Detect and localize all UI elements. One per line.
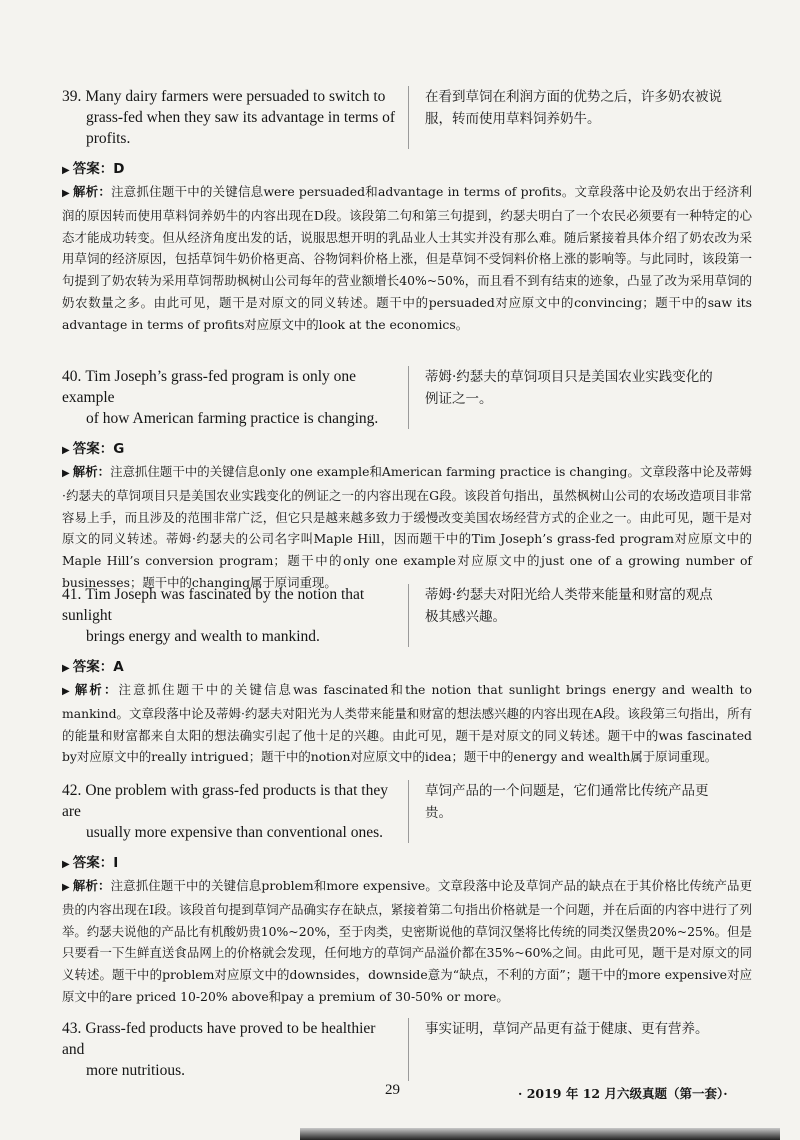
page-number: 29	[385, 1082, 400, 1098]
question-text-cont: brings energy and wealth to mankind.	[86, 628, 320, 645]
analysis-text: 注意抓住题干中的关键信息was fascinated和the notion that sunlight brings energy and wealth to mankind。文章段落中论及蒂姆·约瑟夫对阳光为人类带来能量和财富的想法感兴趣的内容出现在A段。该段第三句指出，所有的能量和财富都来自太阳的想法确实引起了他十足的兴趣。由此可见，题干是对原文的同义转述。题干中的was fascinated by对应原文中的really intrigued；题干中的notion对应原文中的idea；题干中的energy and wealth属于原词重现。	[62, 682, 753, 765]
question-row	[62, 86, 752, 149]
question-chinese: 蒂姆·约瑟夫的草饲项目只是美国农业实践变化的例证之一。	[425, 369, 713, 407]
answer-label: ▶ 答案：	[62, 855, 113, 871]
question-41	[62, 584, 752, 768]
question-row	[62, 780, 752, 843]
analysis-label: ▶ 解析：	[62, 464, 110, 479]
analysis-block	[62, 679, 752, 768]
answer-value: G	[113, 441, 125, 457]
question-row	[62, 366, 752, 429]
question-42	[62, 780, 752, 1008]
answer-line	[62, 437, 752, 457]
binding-edge	[300, 1128, 780, 1140]
question-text-cont: more nutritious.	[86, 1062, 186, 1079]
question-39	[62, 86, 752, 336]
answer-value: A	[113, 659, 124, 675]
question-number: 43.	[62, 1020, 82, 1037]
question-text-cont: of how American farming practice is changing.	[86, 410, 379, 427]
analysis-label: ▶ 解析：	[62, 878, 111, 893]
question-english	[62, 366, 409, 429]
question-text-cont: usually more expensive than conventional ones.	[86, 824, 384, 841]
answer-value: D	[113, 161, 125, 177]
question-text-first: Grass-fed products have proved to be healthier and	[62, 1020, 376, 1058]
question-text-first: Tim Joseph’s grass-fed program is only one example	[62, 368, 357, 406]
source-label: · 2019 年 12 月六级真题（第一套）·	[518, 1086, 728, 1101]
question-text-first: One problem with grass-fed products is that they are	[62, 782, 388, 820]
answer-line	[62, 851, 752, 871]
question-43	[62, 1018, 752, 1081]
analysis-text: 注意抓住题干中的关键信息problem和more expensive。文章段落中论及草饲产品的缺点在于其价格比传统产品更贵的内容出现在I段。该段首句提到草饲产品确实存在缺点，紧接着第二句指出价格就是一个问题，并在后面的内容中进行了列举。约瑟夫说他的产品比有机酸奶贵10%~20%，至于肉类，史密斯说他的草饲汉堡将比传统的同类汉堡贵20%~25%。但是只要看一下生鲜直送食品网上的价格就会发现，任何地方的草饲产品溢价都在35%~60%之间。由此可见，题干是对原文的同义转述。题干中的problem对应原文中的downsides，downside意为“缺点，不利的方面”；题干中的more expensive对应原文中的are priced 10-20% above和pay a premium of 30-50% or more。	[62, 878, 752, 1004]
question-chinese: 在看到草饲在利润方面的优势之后，许多奶农被说服，转而使用草料饲养奶牛。	[425, 89, 722, 127]
analysis-label: ▶ 解析：	[62, 184, 111, 199]
question-text-cont: grass-fed when they saw its advantage in terms of profits.	[86, 109, 396, 147]
question-english	[62, 86, 409, 149]
question-text-first: Tim Joseph was fascinated by the notion that sunlight	[62, 586, 365, 624]
question-chinese: 蒂姆·约瑟夫对阳光给人类带来能量和财富的观点极其感兴趣。	[425, 587, 713, 625]
answer-line	[62, 655, 752, 675]
question-chinese: 事实证明，草饲产品更有益于健康、更有营养。	[425, 1021, 709, 1037]
analysis-label: ▶ 解析：	[62, 682, 119, 697]
question-text-first: Many dairy farmers were persuaded to switch to	[85, 88, 386, 105]
question-english	[62, 780, 409, 843]
question-row	[62, 584, 752, 647]
answer-label: ▶ 答案：	[62, 161, 113, 177]
question-chinese: 草饲产品的一个问题是，它们通常比传统产品更贵。	[425, 783, 709, 821]
answer-line	[62, 157, 752, 177]
question-english	[62, 584, 409, 647]
question-number: 40.	[62, 368, 82, 385]
question-english	[62, 1018, 409, 1081]
answer-label: ▶ 答案：	[62, 659, 113, 675]
analysis-text: 注意抓住题干中的关键信息were persuaded和advantage in terms of profits。文章段落中论及奶农出于经济利润的原因转而使用草料饲养奶牛的内容出现在D段。该段第二句和第三句提到，约瑟夫明白了一个农民必须要有一种特定的心态才能成功转变。但从经济角度出发的话，说服思想开明的乳品业人士其实并没有那么难。随后紧接着具体介绍了奶农改为采用草饲的经济原因，包括草饲牛奶价格更高、谷物饲料价格上涨，但是草饲不受饲料价格上涨的影响等。与此同时，该段第一句提到了奶农转为采用草饲帮助枫树山公司每年的营业额增长40%~50%，而且看不到有结束的迹象，凸显了改为采用草饲的奶农数量之多。由此可见，题干是对原文的同义转述。题干中的persuaded对应原文中的convincing；题干中的saw its advantage in terms of profits对应原文中的look at the economics。	[62, 184, 752, 332]
question-row	[62, 1018, 752, 1081]
answer-label: ▶ 答案：	[62, 441, 113, 457]
analysis-block	[62, 875, 752, 1008]
analysis-block	[62, 181, 752, 336]
answer-value: I	[113, 855, 119, 871]
question-40	[62, 366, 752, 594]
question-number: 41.	[62, 586, 82, 603]
question-number: 39.	[62, 88, 82, 105]
question-number: 42.	[62, 782, 82, 799]
analysis-text: 注意抓住题干中的关键信息only one example和American farming practice is changing。文章段落中论及蒂姆·约瑟夫的草饲项目只是美国农业实践变化的例证之一的内容出现在G段。该段首句指出，虽然枫树山公司的农场改造项目非常容易上手，而且涉及的范围非常广泛，但它只是越来越多致力于缓慢改变美国农场经营方式的企业之一。由此可见，题干是对原文的同义转述。蒂姆·约瑟夫的公司名字叫Maple Hill，因而题干中的Tim Joseph’s grass-fed program对应原文中的Maple Hill’s conversion program；题干中的only one example对应原文中的just one of a growing number of businesses；题干中的changing属于原词重现。	[62, 464, 753, 590]
analysis-block	[62, 461, 752, 594]
